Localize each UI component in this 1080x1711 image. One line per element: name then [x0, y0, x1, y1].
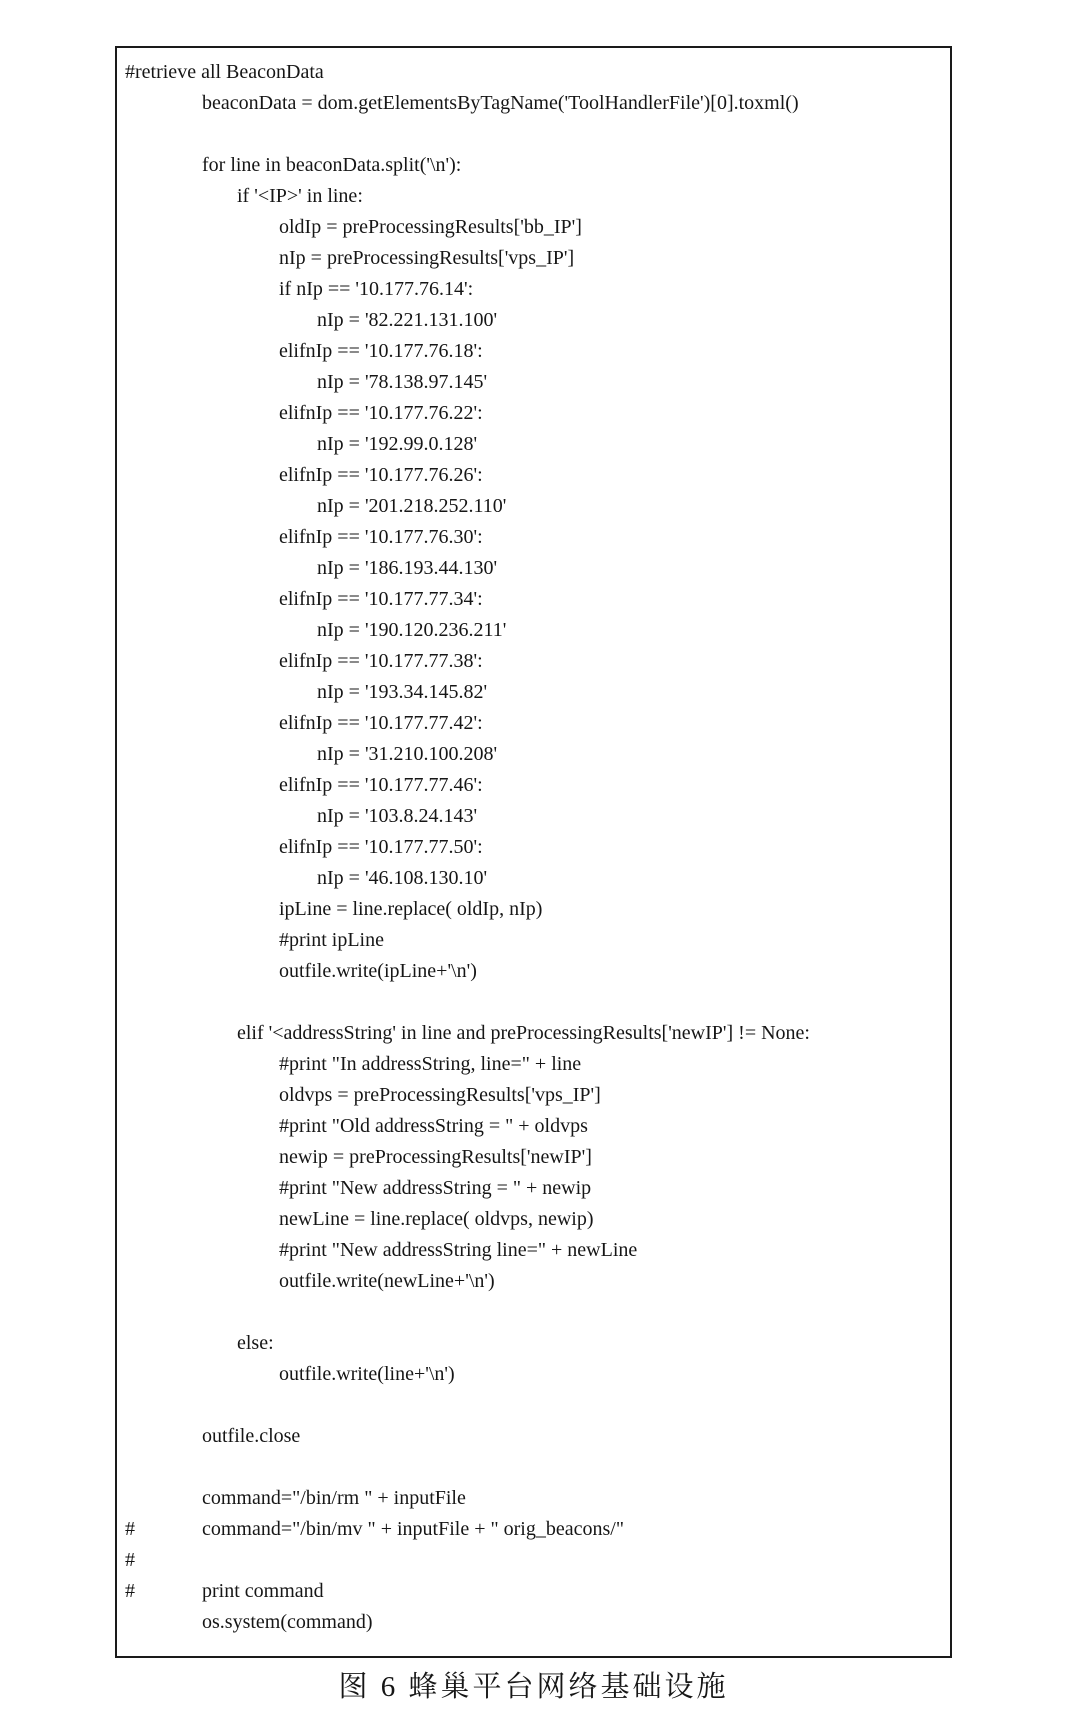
code-line [125, 212, 942, 243]
comment-hash-gutter: # [125, 1518, 135, 1540]
code-text: nIp = '78.138.97.145' [317, 371, 488, 393]
code-text: elifnIp == '10.177.76.30': [279, 526, 483, 548]
code-line [125, 243, 942, 274]
code-text: #print "New addressString = " + newip [279, 1177, 592, 1199]
code-text: outfile.close [202, 1425, 301, 1447]
code-line [125, 491, 942, 522]
code-text: newLine = line.replace( oldvps, newip) [279, 1208, 594, 1230]
code-line [125, 801, 942, 832]
code-text: elifnIp == '10.177.77.34': [279, 588, 483, 610]
code-text: nIp = '190.120.236.211' [317, 619, 507, 641]
code-line [125, 584, 942, 615]
code-text: nIp = '192.99.0.128' [317, 433, 478, 455]
code-line [125, 770, 942, 801]
code-line [125, 1359, 942, 1390]
code-line [125, 1421, 942, 1452]
code-line [125, 460, 942, 491]
code-text: print command [202, 1580, 324, 1602]
code-text: #retrieve all BeaconData [125, 61, 324, 83]
code-text: ipLine = line.replace( oldIp, nIp) [279, 898, 543, 920]
code-text: nIp = '82.221.131.100' [317, 309, 498, 331]
code-text: command="/bin/mv " + inputFile + " orig_beacons/" [202, 1518, 625, 1540]
code-text: if nIp == '10.177.76.14': [279, 278, 474, 300]
code-text: elifnIp == '10.177.77.38': [279, 650, 483, 672]
code-line [125, 305, 942, 336]
code-text: nIp = '201.218.252.110' [317, 495, 507, 517]
code-line [125, 181, 942, 212]
code-lines [125, 57, 942, 1638]
code-text: newip = preProcessingResults['newIP'] [279, 1146, 592, 1168]
code-line [125, 1049, 942, 1080]
code-line [125, 1235, 942, 1266]
code-line [125, 1142, 942, 1173]
code-text: nIp = preProcessingResults['vps_IP'] [279, 247, 575, 269]
code-line [125, 1545, 942, 1576]
code-line [125, 150, 942, 181]
code-line [125, 1173, 942, 1204]
code-line [125, 739, 942, 770]
code-text: #print ipLine [279, 929, 384, 951]
code-line [125, 429, 942, 460]
code-line [125, 925, 942, 956]
code-line [125, 646, 942, 677]
code-line [125, 894, 942, 925]
code-line [125, 88, 942, 119]
code-line [125, 708, 942, 739]
code-line [125, 1452, 942, 1483]
code-text: else: [237, 1332, 274, 1354]
code-line [125, 336, 942, 367]
comment-hash-gutter: # [125, 1549, 135, 1571]
code-line [125, 1607, 942, 1638]
code-line [125, 677, 942, 708]
code-text: outfile.write(newLine+'\n') [279, 1270, 495, 1292]
code-line [125, 956, 942, 987]
code-text: beaconData = dom.getElementsByTagName('ToolHandlerFile')[0].toxml() [202, 92, 799, 114]
code-line [125, 553, 942, 584]
code-line [125, 1204, 942, 1235]
code-line [125, 1514, 942, 1545]
code-text: nIp = '103.8.24.143' [317, 805, 478, 827]
code-line [125, 398, 942, 429]
code-text: outfile.write(line+'\n') [279, 1363, 455, 1385]
code-text: elifnIp == '10.177.77.50': [279, 836, 483, 858]
comment-hash-gutter: # [125, 1580, 135, 1602]
code-text: elifnIp == '10.177.76.22': [279, 402, 483, 424]
code-text: elifnIp == '10.177.77.46': [279, 774, 483, 796]
code-text: if '<IP>' in line: [237, 185, 363, 207]
code-listing-box [115, 46, 952, 1658]
code-line [125, 57, 942, 88]
code-line [125, 367, 942, 398]
code-text: command="/bin/rm " + inputFile [202, 1487, 466, 1509]
code-line [125, 1297, 942, 1328]
code-text: elif '<addressString' in line and preProcessingResults['newIP'] != None: [237, 1022, 810, 1044]
code-text: #print "Old addressString = " + oldvps [279, 1115, 588, 1137]
code-text: elifnIp == '10.177.77.42': [279, 712, 483, 734]
code-text: nIp = '186.193.44.130' [317, 557, 498, 579]
code-line [125, 522, 942, 553]
code-line [125, 1266, 942, 1297]
code-line [125, 1390, 942, 1421]
code-line [125, 119, 942, 150]
code-line [125, 832, 942, 863]
code-line [125, 1483, 942, 1514]
code-text: #print "In addressString, line=" + line [279, 1053, 582, 1075]
code-line [125, 987, 942, 1018]
code-line [125, 1328, 942, 1359]
code-text: oldvps = preProcessingResults['vps_IP'] [279, 1084, 601, 1106]
code-text: nIp = '193.34.145.82' [317, 681, 488, 703]
code-text: nIp = '31.210.100.208' [317, 743, 498, 765]
code-line [125, 1111, 942, 1142]
code-text: for line in beaconData.split('\n'): [202, 154, 462, 176]
code-text: elifnIp == '10.177.76.26': [279, 464, 483, 486]
code-line [125, 274, 942, 305]
code-text: os.system(command) [202, 1611, 373, 1633]
code-line [125, 1576, 942, 1607]
code-text: elifnIp == '10.177.76.18': [279, 340, 483, 362]
code-line [125, 615, 942, 646]
code-text: nIp = '46.108.130.10' [317, 867, 488, 889]
code-text: #print "New addressString line=" + newLine [279, 1239, 638, 1261]
code-text: outfile.write(ipLine+'\n') [279, 960, 477, 982]
code-line [125, 1018, 942, 1049]
code-text: oldIp = preProcessingResults['bb_IP'] [279, 216, 582, 238]
code-line [125, 1080, 942, 1111]
code-line [125, 863, 942, 894]
figure-caption: 图 6 蜂巢平台网络基础设施 [338, 1671, 729, 1703]
